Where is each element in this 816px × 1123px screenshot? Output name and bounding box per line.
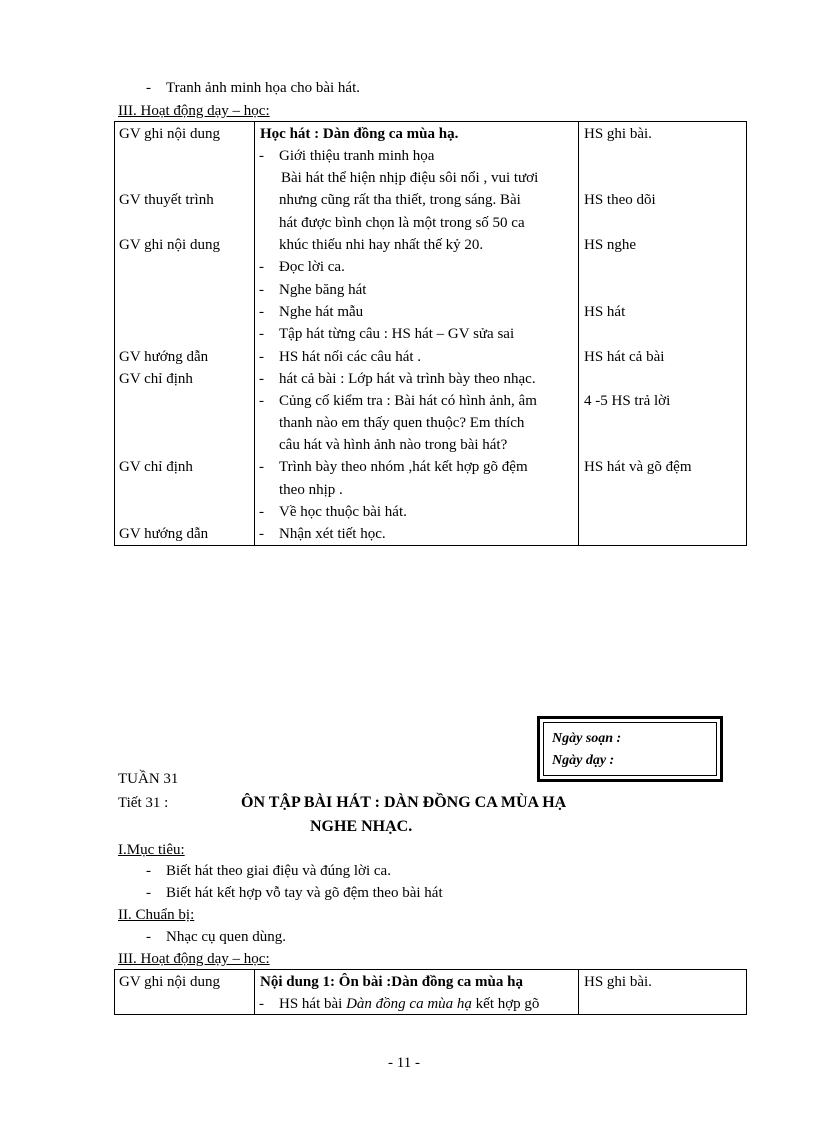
content-line: - Về học thuộc bài hát. xyxy=(259,504,407,520)
student-column xyxy=(579,970,747,1015)
date-stamp-box xyxy=(537,716,723,782)
prep-heading: II. Chuẩn bị: xyxy=(118,907,195,923)
teacher-column xyxy=(115,970,255,1015)
content-line: - Nhận xét tiết học. xyxy=(259,526,386,542)
period-label: Tiết 31 : xyxy=(118,795,169,811)
content-line: khúc thiếu nhi hay nhất thế kỷ 20. xyxy=(279,237,484,253)
content-line: - Nghe băng hát xyxy=(259,282,367,298)
content-line: - Đọc lời ca. xyxy=(259,259,345,275)
content-line: câu hát và hình ảnh nào trong bài hát? xyxy=(279,437,508,453)
teaching-date-label: Ngày dạy : xyxy=(552,753,615,768)
content-column xyxy=(255,122,579,546)
prep-item: - Nhạc cụ quen dùng. xyxy=(146,929,286,945)
student-action: HS ghi bài. xyxy=(584,126,652,142)
content-line: - Tập hát từng câu : HS hát – GV sửa sai xyxy=(259,326,515,342)
content-column xyxy=(255,970,579,1015)
content-line: - Củng cố kiểm tra : Bài hát có hình ảnh, âm xyxy=(259,393,537,409)
teacher-action: GV ghi nội dung xyxy=(119,237,220,253)
content-line: - Trình bày theo nhóm ,hát kết hợp gõ đệm xyxy=(259,459,528,475)
materials-bullet: - Tranh ảnh minh họa cho bài hát. xyxy=(146,80,360,96)
content-line: hát được bình chọn là một trong số 50 ca xyxy=(279,215,525,231)
activities-table-2 xyxy=(114,969,747,1015)
student-action: HS nghe xyxy=(584,237,637,253)
teacher-action: GV chỉ định xyxy=(119,459,193,475)
prepared-date-label: Ngày soạn : xyxy=(552,731,622,746)
content-line: - Nghe hát mẫu xyxy=(259,304,364,320)
objectives-heading: I.Mục tiêu: xyxy=(118,842,185,858)
teacher-action: GV ghi nội dung xyxy=(119,974,220,990)
student-action: HS hát xyxy=(584,304,626,320)
content-line: Bài hát thể hiện nhịp điệu sôi nổi , vui tươi xyxy=(281,170,539,186)
content-line: - Giới thiệu tranh minh họa xyxy=(259,148,435,164)
student-action: HS theo dõi xyxy=(584,192,656,208)
lesson-subtitle: NGHE NHẠC. xyxy=(310,818,413,835)
teacher-action: GV ghi nội dung xyxy=(119,126,220,142)
teacher-column xyxy=(115,122,255,546)
week-label: TUẦN 31 xyxy=(118,771,179,787)
teacher-action: GV hướng dẫn xyxy=(119,526,209,542)
student-action: HS hát và gõ đệm xyxy=(584,459,692,475)
lesson-title: ÔN TẬP BÀI HÁT : DÀN ĐỒNG CA MÙA HẠ xyxy=(241,794,567,811)
teacher-action: GV hướng dẫn xyxy=(119,349,209,365)
student-action: HS ghi bài. xyxy=(584,974,652,990)
teacher-action: GV thuyết trình xyxy=(119,192,214,208)
section-heading-activities-2: III. Hoạt động dạy – học: xyxy=(118,951,270,967)
content-line: - HS hát bài Dàn đồng ca mùa hạ kết hợp gõ xyxy=(259,996,540,1012)
student-column xyxy=(579,122,747,546)
content-line: - HS hát nối các câu hát . xyxy=(259,349,422,365)
lesson-content-title: Học hát : Dàn đồng ca mùa hạ. xyxy=(260,126,459,142)
page-number: - 11 - xyxy=(388,1055,420,1071)
content-line: theo nhịp . xyxy=(279,482,343,498)
activities-table xyxy=(114,121,747,546)
section-heading-activities: III. Hoạt động dạy – học: xyxy=(118,103,270,119)
student-action: 4 -5 HS trả lời xyxy=(584,393,671,409)
content-line: thanh nào em thấy quen thuộc? Em thích xyxy=(279,415,525,431)
teacher-action: GV chỉ định xyxy=(119,371,193,387)
student-action: HS hát cả bài xyxy=(584,349,665,365)
objective-item: - Biết hát kết hợp vỗ tay và gõ đệm theo bài hát xyxy=(146,885,443,901)
lesson-content-title: Nội dung 1: Ôn bài :Dàn đồng ca mùa hạ xyxy=(260,974,523,990)
content-line: nhưng cũng rất tha thiết, trong sáng. Bài xyxy=(279,192,521,208)
objective-item: - Biết hát theo giai điệu và đúng lời ca. xyxy=(146,863,391,879)
content-line: - hát cả bài : Lớp hát và trình bày theo nhạc. xyxy=(259,371,536,387)
